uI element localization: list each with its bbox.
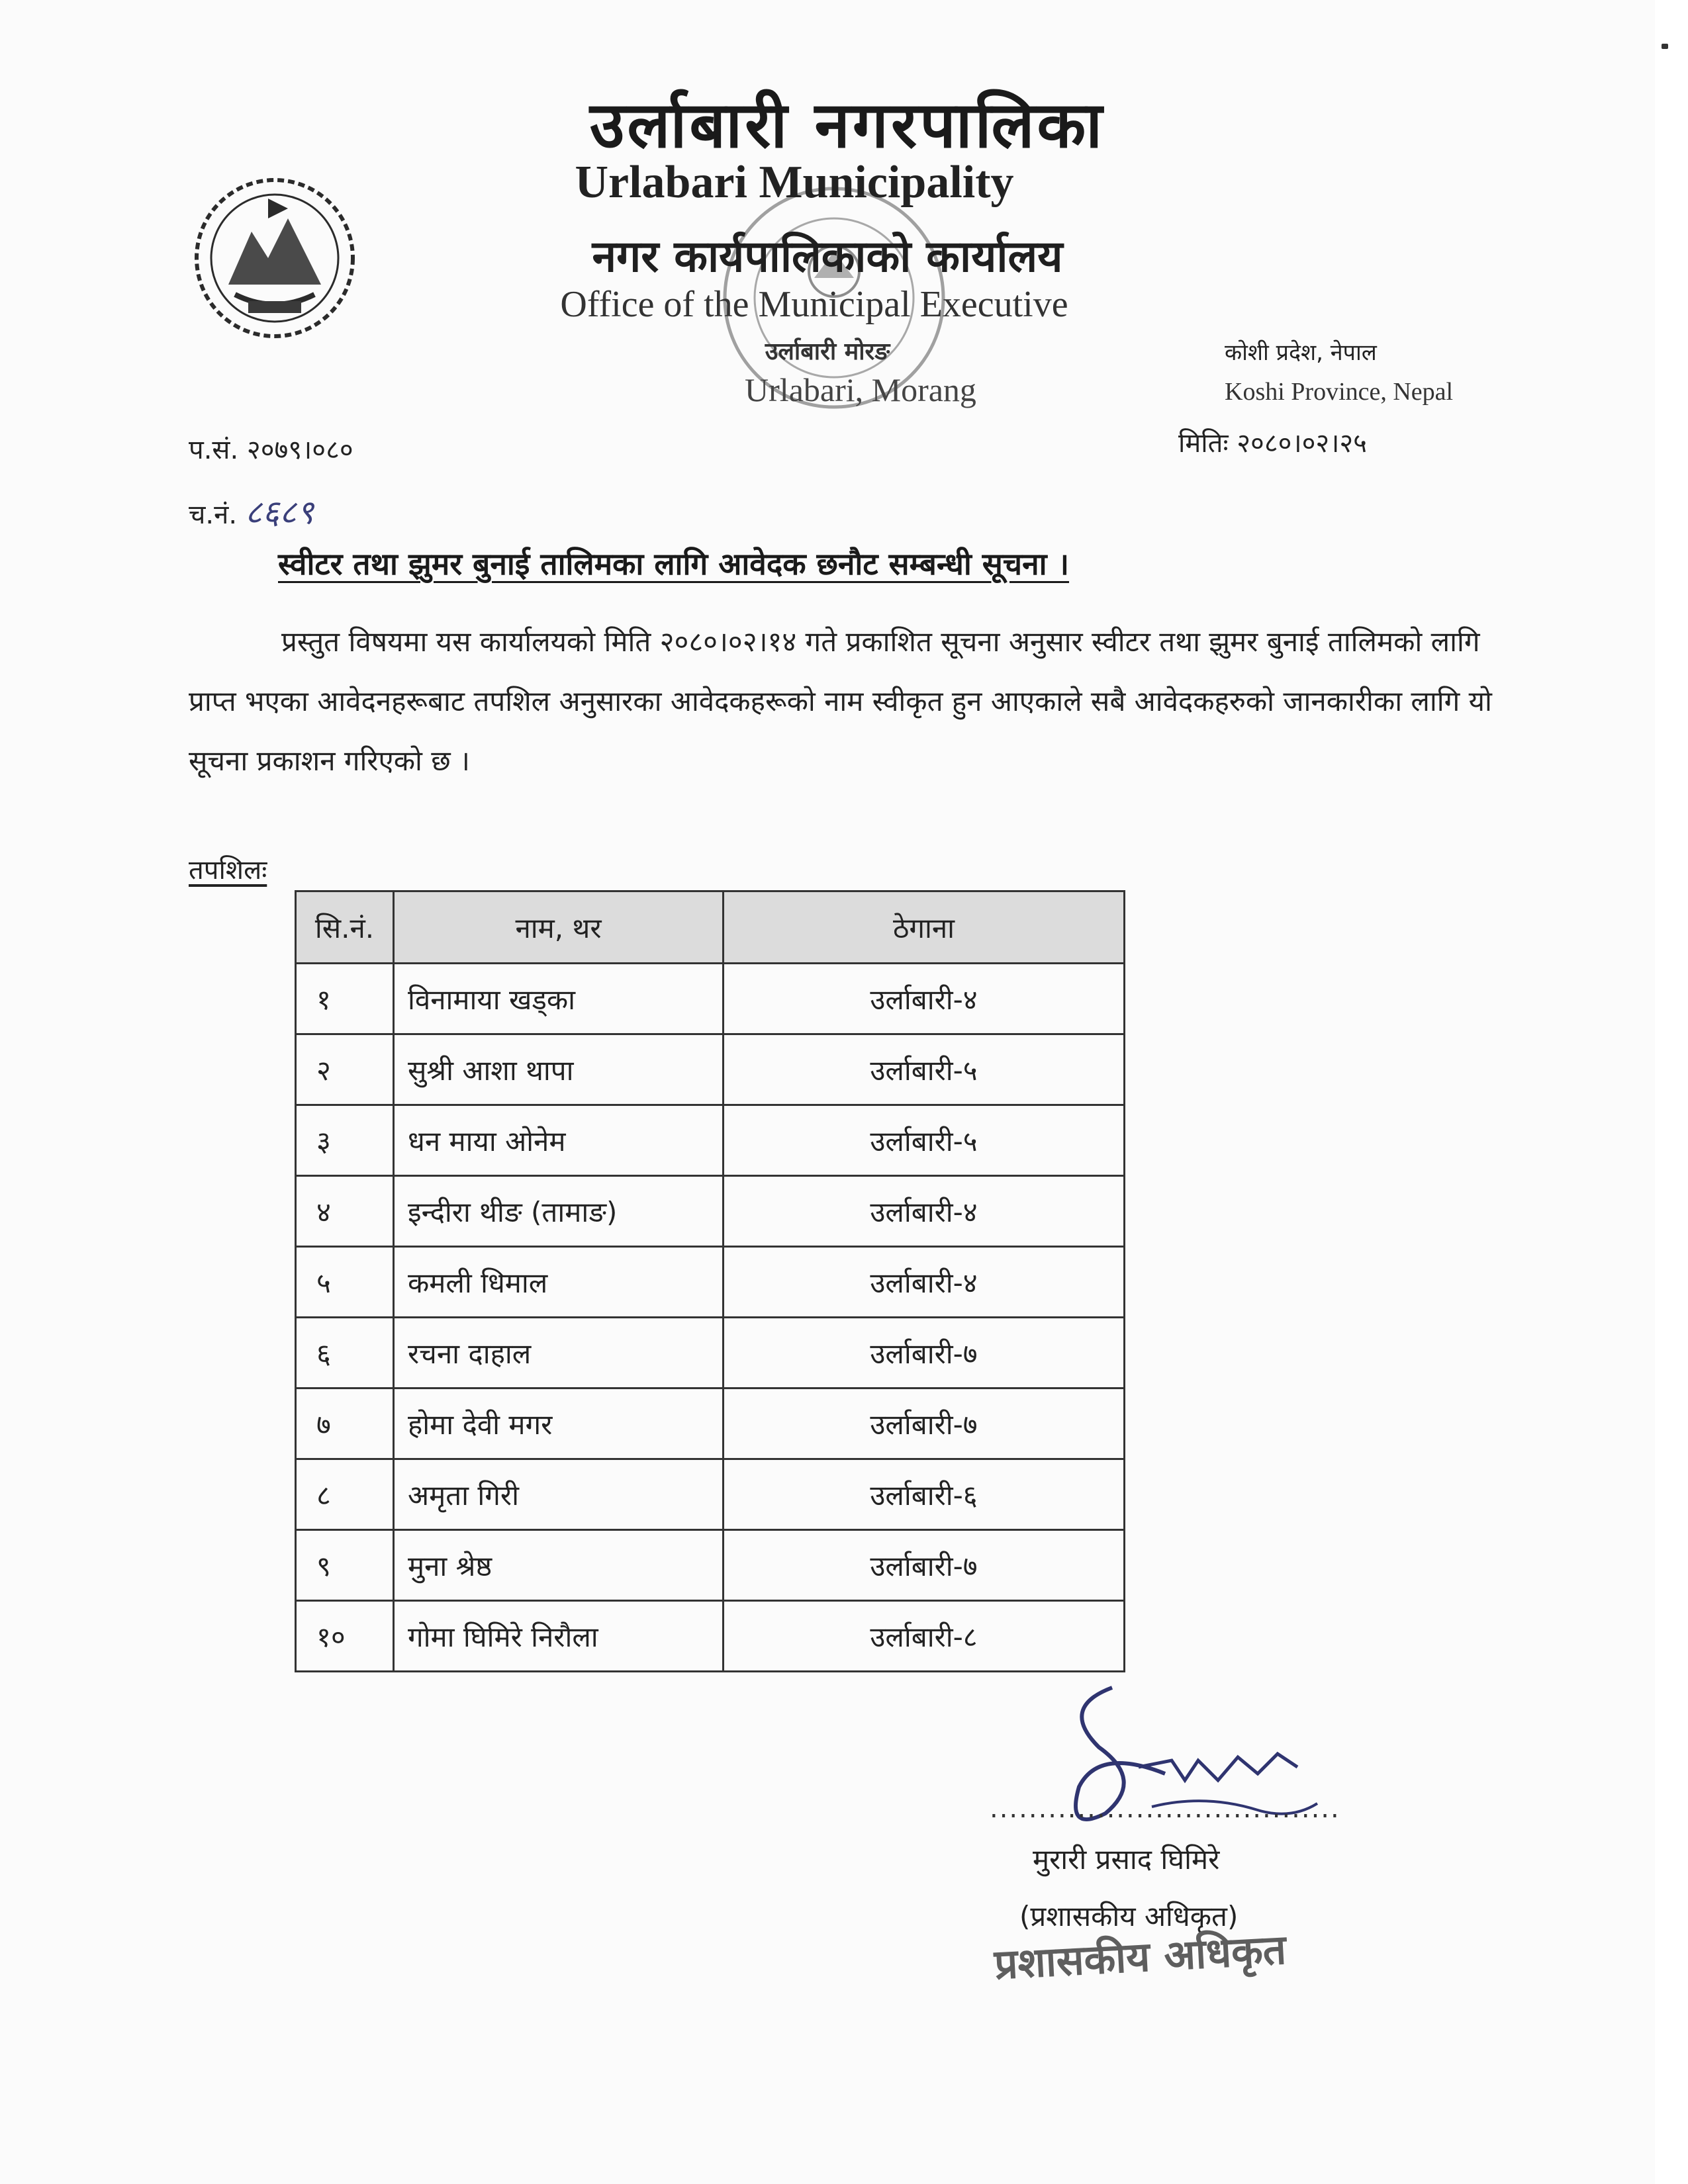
applicant-table xyxy=(295,890,1125,1672)
notice-subject: स्वीटर तथा झुमर बुनाई तालिमका लागि आवेदक छनौट सम्बन्धी सूचना । xyxy=(278,546,1070,582)
row-sn: २ xyxy=(296,1034,394,1105)
dispatch-number xyxy=(189,488,314,533)
province-english: Koshi Province, Nepal xyxy=(1225,378,1454,406)
dispatch-label: च.नं. xyxy=(189,500,238,530)
row-address: उर्लाबारी-७ xyxy=(724,1318,1125,1388)
row-sn: ५ xyxy=(296,1247,394,1318)
date-value: २०८०।०२।२५ xyxy=(1237,428,1367,459)
reference-number xyxy=(189,430,353,467)
row-sn: ४ xyxy=(296,1176,394,1247)
dispatch-value-handwritten: ८६८९ xyxy=(245,493,314,531)
signer-name: मुरारी प्रसाद घिमिरे xyxy=(1033,1843,1220,1876)
row-address: उर्लाबारी-५ xyxy=(724,1034,1125,1105)
column-header-sn: सि.नं. xyxy=(296,891,394,964)
municipality-name-nepali: उर्लाबारी नगरपालिका xyxy=(589,88,1105,162)
row-address: उर्लाबारी-५ xyxy=(724,1105,1125,1176)
government-emblem-icon xyxy=(189,172,361,344)
designation-stamp: प्रशासकीय अधिकृत xyxy=(993,1925,1288,1989)
row-name: अमृता गिरी xyxy=(394,1459,724,1530)
row-sn: १० xyxy=(296,1601,394,1672)
reference-label: प.सं. xyxy=(189,435,239,465)
scan-speck xyxy=(1662,44,1668,49)
row-sn: ८ xyxy=(296,1459,394,1530)
row-name: गोमा घिमिरे निरौला xyxy=(394,1601,724,1672)
table-row xyxy=(296,1318,1125,1388)
municipality-name-english: Urlabari Municipality xyxy=(575,157,1014,208)
table-header-row xyxy=(296,891,1125,964)
office-name-nepali: नगर कार्यपालिकाको कार्यालय xyxy=(592,231,1063,282)
table-row xyxy=(296,1034,1125,1105)
row-name: इन्दीरा थीङ (तामाङ) xyxy=(394,1176,724,1247)
row-address: उर्लाबारी-७ xyxy=(724,1530,1125,1601)
row-sn: ७ xyxy=(296,1388,394,1459)
row-address: उर्लाबारी-४ xyxy=(724,1247,1125,1318)
place-nepali: उर्लाबारी मोरङ xyxy=(765,338,890,365)
row-address: उर्लाबारी-६ xyxy=(724,1459,1125,1530)
row-sn: ६ xyxy=(296,1318,394,1388)
row-address: उर्लाबारी-७ xyxy=(724,1388,1125,1459)
row-name: रचना दाहाल xyxy=(394,1318,724,1388)
table-row xyxy=(296,1601,1125,1672)
row-name: होमा देवी मगर xyxy=(394,1388,724,1459)
row-sn: ९ xyxy=(296,1530,394,1601)
row-address: उर्लाबारी-४ xyxy=(724,1176,1125,1247)
province-nepali: कोशी प्रदेश, नेपाल xyxy=(1225,340,1377,366)
row-address: उर्लाबारी-८ xyxy=(724,1601,1125,1672)
row-name: कमली धिमाल xyxy=(394,1247,724,1318)
table-row xyxy=(296,1247,1125,1318)
row-sn: ३ xyxy=(296,1105,394,1176)
place-english: Urlabari, Morang xyxy=(745,371,976,408)
signature-line: .................................... xyxy=(990,1794,1340,1824)
table-row xyxy=(296,1459,1125,1530)
row-name: धन माया ओनेम xyxy=(394,1105,724,1176)
table-row xyxy=(296,1388,1125,1459)
row-name: मुना श्रेष्ठ xyxy=(394,1530,724,1601)
table-row xyxy=(296,1530,1125,1601)
issue-date xyxy=(1178,424,1367,460)
column-header-address: ठेगाना xyxy=(724,891,1125,964)
scan-margin xyxy=(1655,0,1688,2184)
row-name: सुश्री आशा थापा xyxy=(394,1034,724,1105)
details-label: तपशिलः xyxy=(189,855,267,886)
row-address: उर्लाबारी-४ xyxy=(724,964,1125,1034)
table-row xyxy=(296,1176,1125,1247)
column-header-name: नाम, थर xyxy=(394,891,724,964)
office-name-english: Office of the Municipal Executive xyxy=(560,284,1068,325)
table-row xyxy=(296,1105,1125,1176)
date-label: मितिः xyxy=(1178,428,1229,459)
reference-value: २०७९।०८० xyxy=(246,435,353,465)
table-row xyxy=(296,964,1125,1034)
notice-body: प्रस्तुत विषयमा यस कार्यालयको मिति २०८०।०२।१४ गते प्रकाशित सूचना अनुसार स्वीटर तथा झुमर बुनाई तालिमको लागि प्राप्त भएका आवेदनहरूबाट तपशिल अनुसारका आवेदकहरूको नाम स्वीकृत हुन आएकाले सबै आवेदकहरुको जानकारीका लागि यो सूचना प्रकाशन गरिएको छ । xyxy=(189,625,1492,777)
row-sn: १ xyxy=(296,964,394,1034)
signer-designation: (प्रशासकीय अधिकृत) xyxy=(1019,1900,1239,1933)
row-name: विनामाया खड्का xyxy=(394,964,724,1034)
